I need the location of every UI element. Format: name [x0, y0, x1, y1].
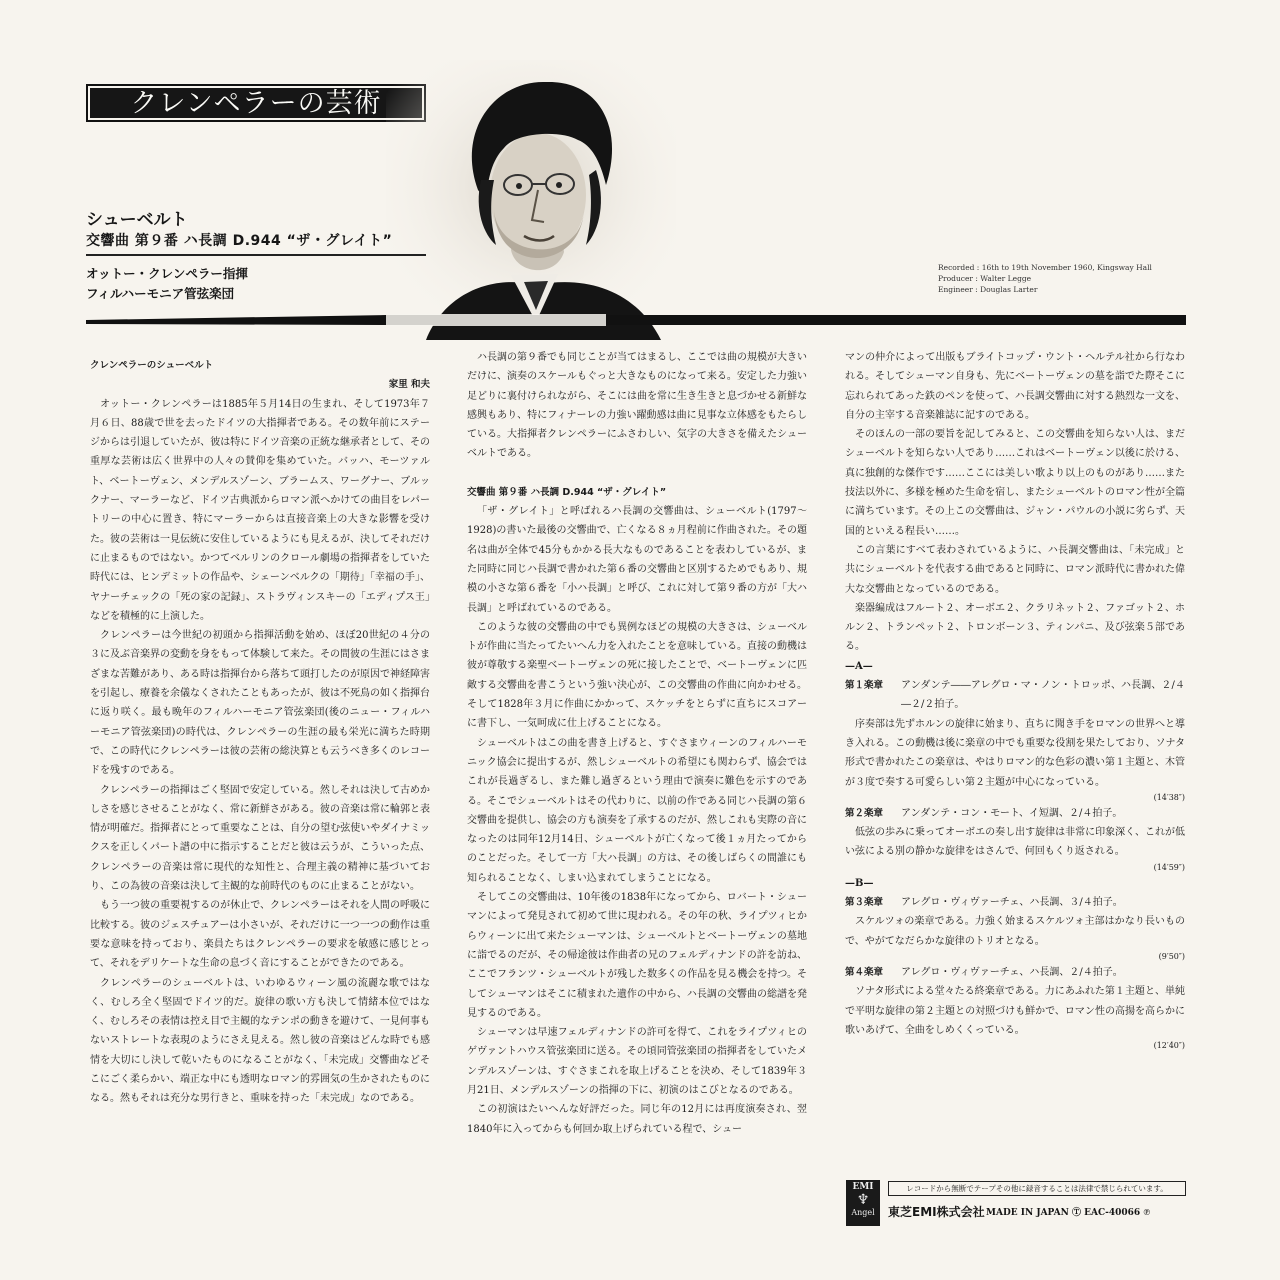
paragraph: マンの仲介によって出版もブライトコップ・ウント・ヘルテル社から行なわれる。そしてシューマン自身も、先にベートーヴェンの墓を詣でた際そこに忘れられてあった鉄のペンを使って、ハ長調交響曲に対する熱烈な一文を、自分の主宰する音楽雑誌に記すのである。	[845, 352, 1185, 421]
paragraph: ハ長調の第９番でも同じことが当てはまるし、ここでは曲の規模が大きいだけに、演奏のスケールもぐっと大きなものになって来る。安定した力強い足どりに裏付けられながら、そこには曲を常に生き生きと息づかせる新鮮な感興もあり、特にフィナーレの力強い躍動感は曲に見事な立体感をもたらしている。大指揮者クレンペラーにふさわしい、気字の大きさを備えたシューベルトである。	[467, 352, 807, 460]
conductor-credit: オットー・クレンペラー指揮	[86, 266, 248, 281]
paragraph: そしてこの交響曲は、10年後の1838年になってから、ロバート・シューマンによって発見されて初めて世に現われる。その年の秋、ライプツィヒからウィーンに出て来たシューマンは、シューベルトとベートーヴェンの墓地に詣でるのだが、その帰途彼は作曲者の兄のフェルディナンドの許を訪ね、ここでフランツ・シューベルトが残した数多くの作品を見る機会を持つ。そしてシューマンはそこに積まれた遺作の中から、ハ長調の交響曲の総譜を発見するのである。	[467, 892, 807, 1019]
movement-label: 第１楽章	[845, 680, 884, 692]
company-name: 東芝EMI株式会社	[888, 1205, 985, 1219]
paragraph: この言葉にすべて表わされているように、ハ長調交響曲は、「未完成」と共にシューベルトを代表する曲であると同時に、ロマン派時代に書かれた偉大な交響曲となっているのである。	[845, 544, 1185, 595]
paragraph: この初演はたいへんな好評だった。同じ年の12月には再度演奏され、翌1840年に入ってからも何回か取上げられている程で、シュー	[467, 1104, 807, 1135]
movement-title: アレグロ・ヴィヴァーチェ、ハ長調、３/４拍子。	[901, 897, 1123, 909]
paragraph: クレンペラーの指揮はごく堅固で安定している。然しそれは決して古めかしさを感じさせることがなく、常に新鮮さがある。彼の音楽は常に輪郭と表情が明確だ。指揮者にとって重要なことは、自分の望む弦使いやダイナミックスを正しくパート譜の中に指示することだと彼は云うが、こういった点、クレンペラーの音楽は常に現代的な知性と、合理主義の精神に基づいており、この為彼の音楽は決して主観的な前時代のものに止まることがない。	[90, 784, 430, 893]
logo-emi-text: EMI	[852, 1182, 874, 1192]
engineer-line: Engineer : Douglas Larter	[938, 285, 1038, 294]
movement-label: 第４楽章	[845, 966, 884, 978]
copyright-notice: レコードから無断でテープその他に録音することは法律で禁じられています。	[888, 1181, 1186, 1196]
series-title: クレンペラーの芸術	[90, 88, 422, 118]
article-author: 家里 和夫	[388, 379, 430, 391]
paragraph: クレンペラーは今世紀の初頭から指揮活動を始め、ほぼ20世紀の４分の３に及ぶ音楽界の変動を身をもって体験して来た。その間彼の生涯にはさまざまな苦難があり、ある時は指揮台から落ちて頭打したのが原因で神経障害を引起し、療養を余儀なくされたこともあったが、彼は不死鳥の如く指揮台に返り咲く。最も晩年のフィルハーモニア管弦楽団(後のニュー・フィルハーモニア管弦楽団)の時代は、クレンペラーの生涯の最も栄光に満ちた時期で、この時代にクレンペラーは彼の芸術の総決算とも云うべき多くのレコードを残すのである。	[90, 630, 430, 777]
movement-label: 第３楽章	[845, 897, 884, 909]
spacer	[467, 464, 807, 483]
paragraph: シューベルトはこの曲を書き上げると、すぐさまウィーンのフィルハーモニック協会に提出するが、然しシューベルトの希望にも関わらず、協会ではこれが長過ぎるし、また難し過ぎるという理由で演奏に難色を示すのである。そこでシューベルトはその代わりに、以前の作である同じハ長調の第６交響曲を提供し、協会の方も演奏を了承するのだが、然しこれも実際の音になったのは同年12月14日、シューベルトが亡くなって後１ヵ月たってからのことだった。そして一方「大ハ長調」の方は、その後しばらくの間誰にも知られることなく、しまい込まれてしまうことになる。	[467, 737, 807, 884]
paragraph: シューマンは早速フェルディナンドの許可を得て、これをライプツィヒのゲヴァントハウス管弦楽団に送る。その頃同管弦楽団の指揮者をしていたメンデルスゾーンは、すぐさまこれを取上げることを決め、そして1839年３月21日、メンデルスゾーンの指揮の下に、初演のはこびとなるのである。	[467, 1027, 807, 1096]
movement-title: アンダンテ・コン・モート、イ短調、２/４拍子。	[901, 807, 1123, 819]
recording-credits	[938, 262, 1152, 295]
movement-2	[845, 804, 1185, 823]
movement-description: 序奏部は先ずホルンの旋律に始まり、直ちに聞き手をロマンの世界へと導き入れる。この動機は後に楽章の中でも重要な役割を果たしており、ソナタ形式で書かれたこの楽章は、やはりロマン的な色彩の濃い第１主題と、木管が３度で奏する可愛らしい第２主題が中心になっている。	[845, 718, 1185, 788]
work-heading: 交響曲 第９番 ハ長調 D.944 “ザ・グレイト”	[467, 486, 667, 498]
side-a-marker: —A—	[845, 660, 873, 672]
movement-duration: (14′38″)	[1153, 792, 1185, 802]
paragraph: 「ザ・グレイト」と呼ばれるハ長調の交響曲は、シューベルト(1797〜1928)の書いた最後の交響曲で、亡くなる８ヵ月程前に作曲された。その題名は曲が全体で45分もかかる長大なものであることを表わしているが、また同時に同じハ長調で書かれた第６番の交響曲と区別するためでもあり、規模の小さな第６番を「小ハ長調」と呼び、これに対して第９番の方が「大ハ長調」と呼ばれているのである。	[467, 506, 807, 614]
composer-portrait-image	[386, 60, 676, 340]
movement-title: アレグロ・ヴィヴァーチェ、ハ長調、２/４拍子。	[901, 966, 1123, 978]
movement-duration: (9′50″)	[1158, 951, 1185, 961]
emi-angel-logo	[846, 1180, 880, 1226]
movement-description: ソナタ形式による堂々たる終楽章である。力にあふれた第１主題と、単純で平明な旋律の第２主題との対照づけも鮮かで、ロマン性の高揚を高らかに歌いあげて、全曲をしめくくっている。	[845, 986, 1185, 1036]
header-divider-band	[86, 314, 1186, 326]
movement-1	[845, 676, 1185, 715]
movement-description: スケルツォの楽章である。力強く始まるスケルツォ主部はかなり長いもので、やがてなだらかな旋律のトリオとなる。	[845, 916, 1185, 947]
side-b-marker: —B—	[845, 877, 874, 889]
movement-3	[845, 893, 1185, 912]
recorded-line: Recorded : 16th to 19th November 1960, Kingsway Hall	[938, 263, 1152, 272]
paragraph: このような彼の交響曲の中でも異例なほどの規模の大きさは、シューベルトが作曲に当たってたいへん力を入れたことを意味している。直接の動機は彼が尊敬する楽聖ベートーヴェンの死に接したことで、ベートーヴェンに匹敵する交響曲を書こうという強い決心が、この交響曲の作曲に向かわせる。そして1828年３月に作曲にかかって、スケッチをとらずに直ちにスコアーに書下し、一気呵成に仕上げることになる。	[467, 621, 807, 730]
series-title-banner	[86, 84, 426, 122]
movement-description: 低弦の歩みに乗ってオーボエの奏し出す旋律は非常に印象深く、これが低い弦による別の静かな旋律をはさんで、何回もくり返される。	[845, 827, 1185, 858]
producer-line: Producer : Walter Legge	[938, 274, 1032, 283]
article-column-3	[845, 348, 1185, 1052]
movement-duration: (12′40″)	[1153, 1041, 1185, 1051]
movement-4	[845, 963, 1185, 982]
header-rule	[86, 254, 426, 256]
paragraph: オットー・クレンペラーは1885年５月14日の生まれ、そして1973年７月６日、88歳で世を去ったドイツの大指揮者である。その数年前にステージからは引退していたが、彼は特にドイツ音楽の正統な継承者として、その重厚な芸術は広く世界中の人々の賛仰を集めていた。バッハ、モーツァルト、ベートーヴェン、メンデルスゾーン、ブラームス、ワーグナー、ブルックナー、マーラーなど、ドイツ古典派からロマン派へかけての曲目をレパートリーの中心に置き、特にマーラーからは直接音楽上の大きな影響を受けた。彼の芸術は一見伝統に安住しているようにも見えるが、決してそれだけに止まるものではない。かつてベルリンのクロール劇場の指揮者をしていた時代には、ヒンデミットの作品や、シェーンベルクの「期待」「幸福の手」、ヤナーチェックの「死の家の記録」、ストラヴィンスキーの「エディプス王」などを積極的に上演した。	[90, 398, 430, 622]
movement-duration: (14′59″)	[1153, 862, 1185, 872]
paragraph: そのほんの一部の要旨を記してみると、この交響曲を知らない人は、まだシューベルトを知らない人であり……これはベートーヴェン以後に於ける、真に独創的な傑作です……ここには美しい歌より以上のものがあり……また技法以外に、多様を極めた生命を宿し、またシューベルトのロマン性が全篇に満ちています。その上この交響曲は、ジャン・パウルの小説に劣らず、天国的といえる程長い……。	[845, 429, 1185, 537]
paragraph: 楽器編成はフルート２、オーボエ２、クラリネット２、ファゴット２、ホルン２、トランペット２、トロンボーン３、ティンパニ、及び弦楽５部である。	[845, 602, 1185, 653]
article-column-2	[467, 348, 807, 1139]
article-column-1	[90, 356, 430, 1109]
movement-label: 第２楽章	[845, 807, 884, 819]
angel-icon: ♆	[856, 1192, 870, 1208]
paragraph: もう一つ彼の重要視するのが休止で、クレンペラーはそれを人間の呼吸に比較する。彼のジェスチュアーは小さいが、それだけに一つ一つの動作は重要な意味を持っており、楽員たちはクレンペラーの要求を敏感に感じとって、それをデリケートな生命の息づく音にすることができたのである。	[90, 900, 430, 970]
paragraph: クレンペラーのシューベルトは、いわゆるウィーン風の流麗な歌ではなく、むしろ全く堅固でドイツ的だ。旋律の歌い方も決して情緒本位ではなく、むしろその表情は控え目で主観的なテンポの動きを避けて、一見何事もないストレートな表現のようにさえ見える。然し彼の音楽はどんな時でも感情を大切にし決して乾いたものになることがなく、「未完成」交響曲などそこにごく柔らかい、端正な中にも透明なロマン的雰囲気の生かされたものになる。然もそれは充分な男行きと、重味を持った「未完成」なのである。	[90, 977, 430, 1105]
logo-angel-text: Angel	[851, 1208, 875, 1217]
orchestra-credit: フィルハーモニア管弦楽団	[86, 286, 235, 301]
article-title: クレンペラーのシューベルト	[90, 360, 214, 371]
movement-title: アンダンテ――アレグロ・マ・ノン・トロッポ、ハ長調、２/４―２/２拍子。	[901, 680, 1185, 711]
work-title: 交響曲 第９番 ハ長調 D.944 “ザ・グレイト”	[86, 233, 393, 249]
catalog-number: MADE IN JAPAN Ⓣ EAC-40066 ℗	[986, 1208, 1151, 1218]
composer-name: シューベルト	[86, 210, 188, 230]
